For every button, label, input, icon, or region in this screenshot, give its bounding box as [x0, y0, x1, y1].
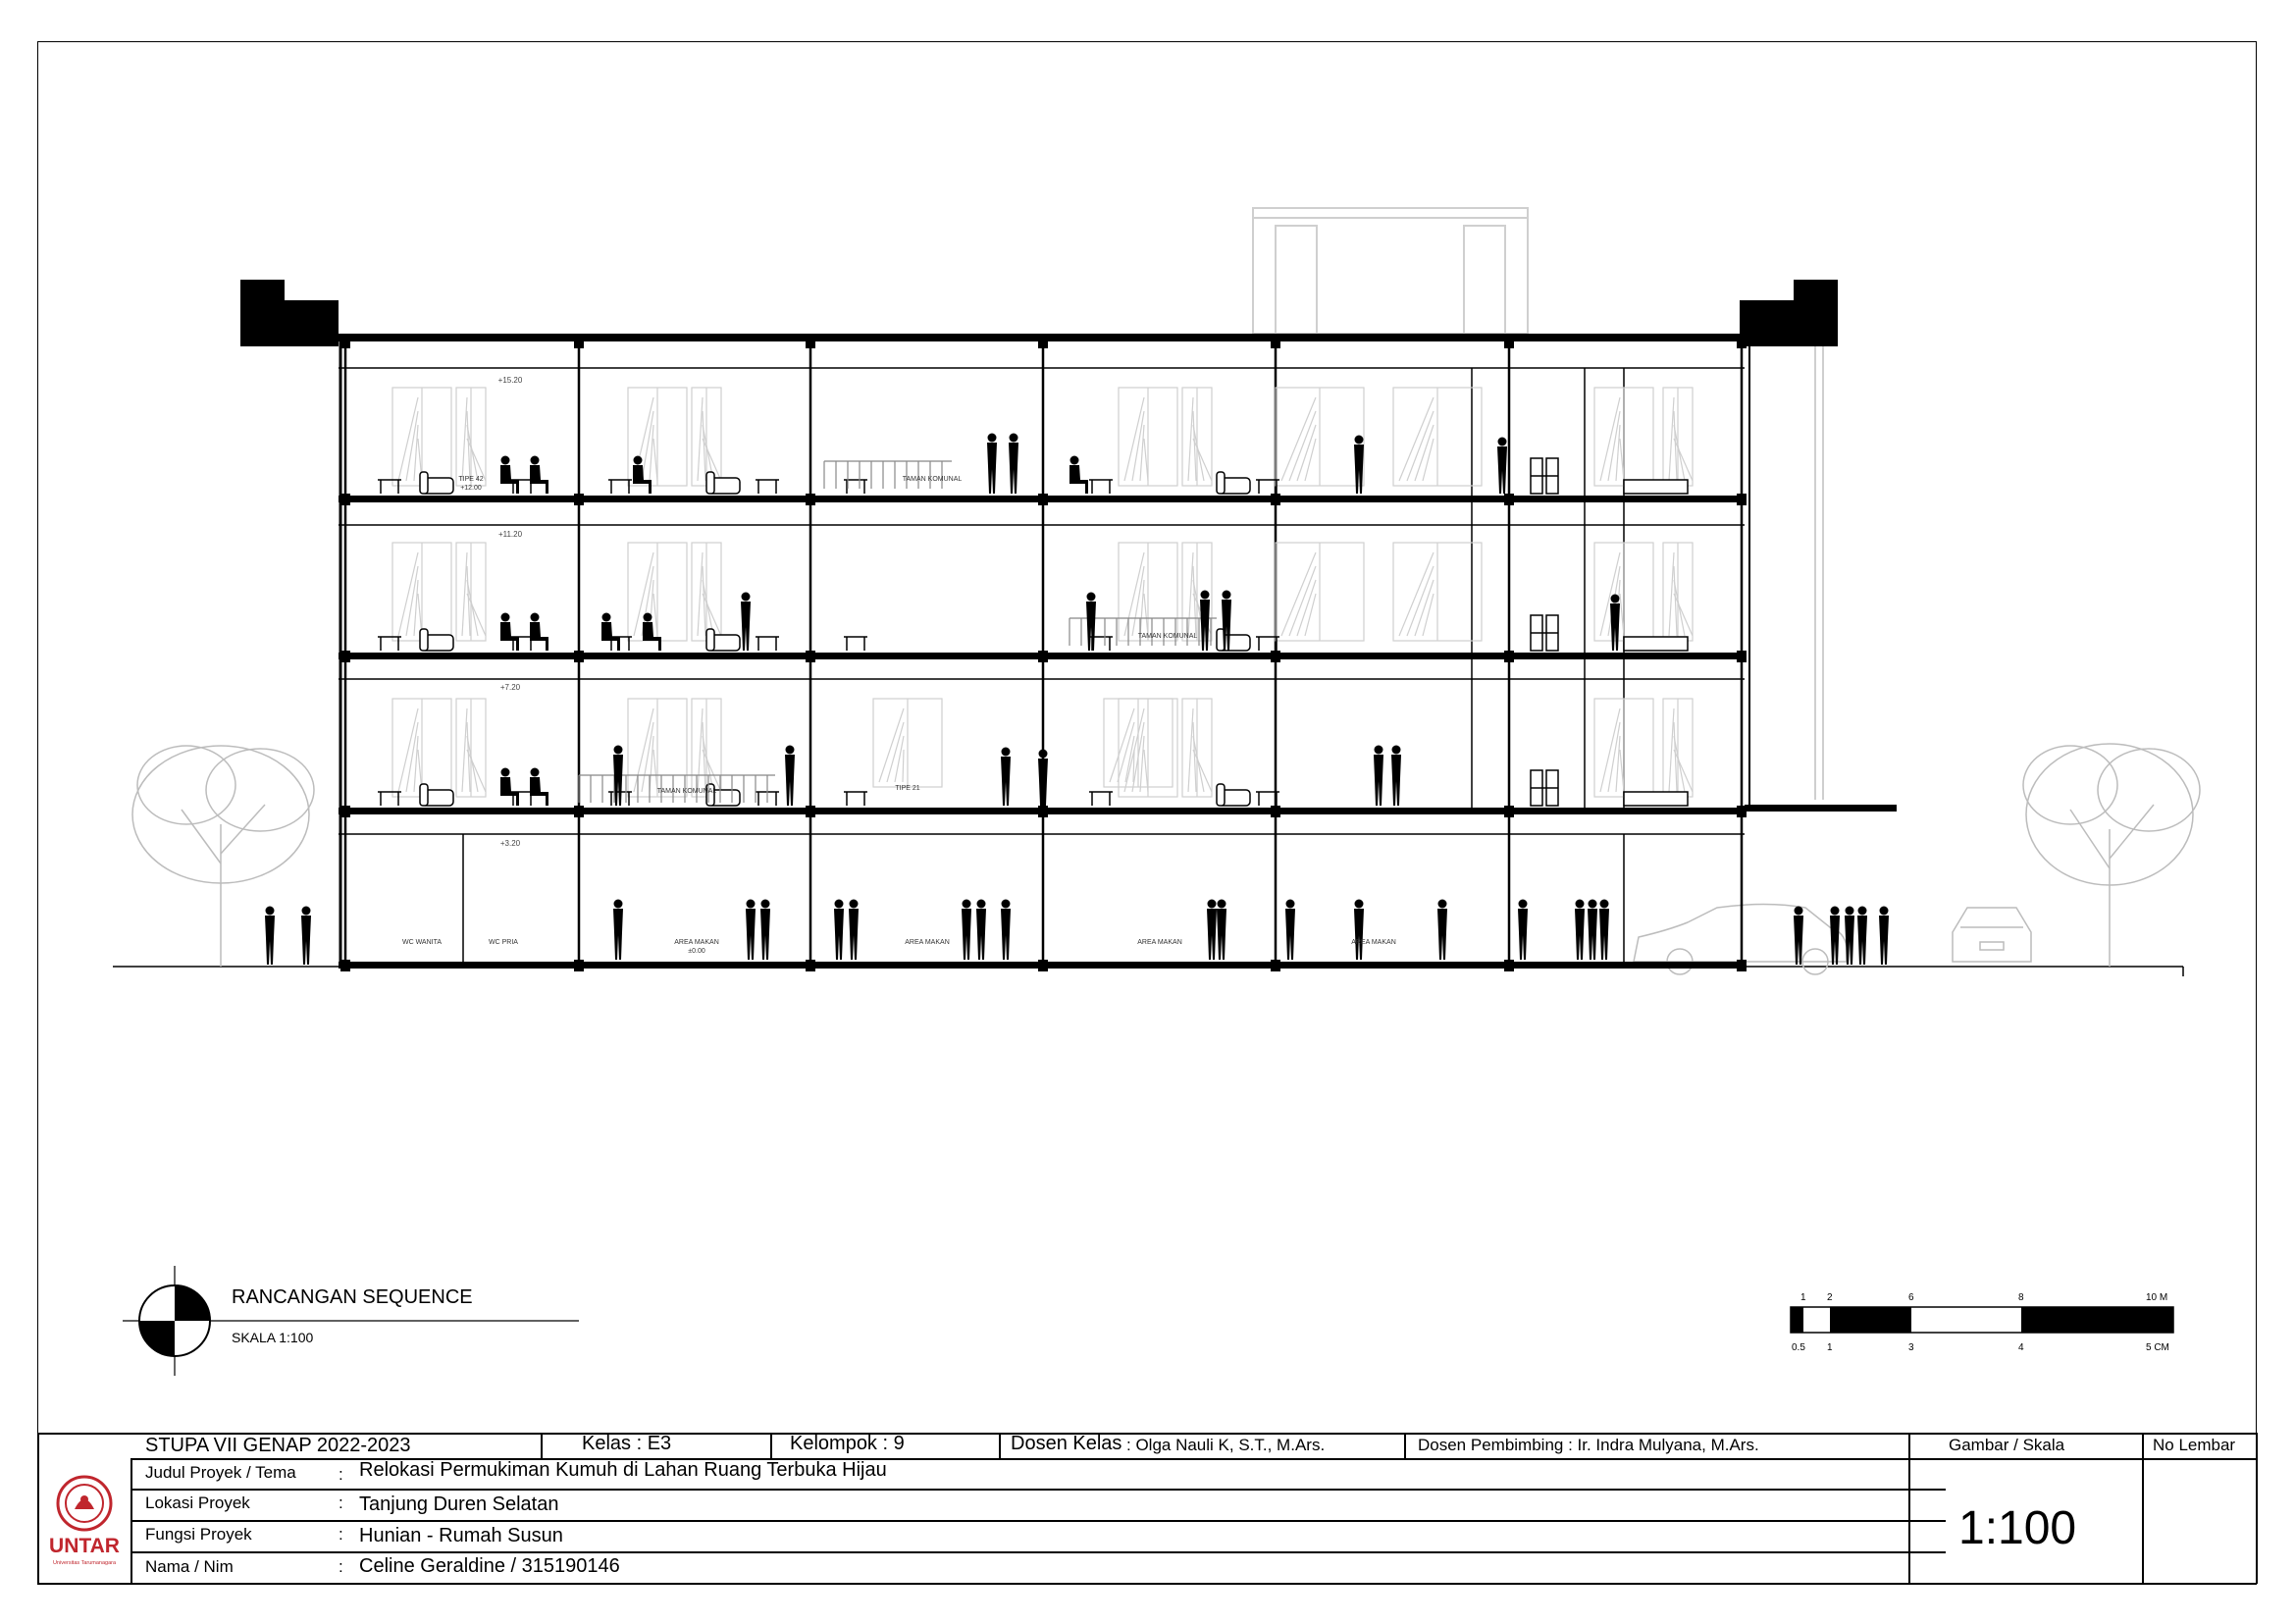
no-lembar-label: No Lembar	[2153, 1436, 2236, 1454]
scale-tick: 3	[1908, 1342, 1914, 1353]
window-panel	[1182, 699, 1212, 797]
logo-subtext: Universitas Tarumanagara	[52, 1560, 117, 1566]
scale-tick: 2	[1827, 1292, 1833, 1303]
column-joint	[574, 494, 584, 505]
seated-person-silhouette	[500, 768, 519, 807]
person-silhouette	[741, 593, 751, 652]
title-block	[37, 1433, 2257, 1584]
bed	[1624, 480, 1688, 494]
tree-left	[132, 746, 314, 967]
course-title: STUPA VII GENAP 2022-2023	[145, 1435, 411, 1456]
column-joint	[574, 337, 584, 348]
person-silhouette	[1001, 900, 1011, 961]
drawing-title: RANCANGAN SEQUENCE	[232, 1286, 473, 1308]
level-label: +11.20	[497, 530, 523, 539]
scale-tick: 4	[2018, 1342, 2024, 1353]
table	[608, 480, 632, 494]
person-silhouette	[613, 900, 623, 961]
table	[756, 637, 779, 651]
room-label: TIPE 21	[895, 785, 920, 792]
section-symbol-icon	[123, 1266, 579, 1376]
person-silhouette	[976, 900, 986, 961]
sofa	[706, 629, 740, 651]
person-silhouette	[1437, 900, 1447, 961]
person-silhouette	[1354, 900, 1364, 961]
row-sep: :	[339, 1557, 343, 1576]
railing	[824, 461, 952, 489]
column-joint	[1271, 337, 1280, 348]
seated-person-silhouette	[500, 456, 519, 495]
column-joint	[1038, 494, 1048, 505]
column-joint	[806, 337, 815, 348]
sofa	[420, 472, 453, 494]
row-sep: :	[339, 1493, 343, 1512]
table	[1256, 480, 1279, 494]
person-silhouette	[760, 900, 770, 961]
column-joint	[806, 806, 815, 817]
window-panel	[1594, 388, 1653, 486]
table	[844, 637, 867, 651]
level-label: +3.20	[499, 839, 521, 848]
room-label: +12.00	[460, 485, 482, 492]
seated-person-silhouette	[530, 456, 548, 495]
row-label-judul: Judul Proyek / Tema	[145, 1463, 296, 1482]
room-label: AREA MAKAN	[674, 939, 719, 946]
column-joint	[574, 651, 584, 662]
drawing-scale-value: 1:100	[1958, 1502, 2077, 1554]
window-panel	[1663, 543, 1693, 641]
person-silhouette	[1599, 900, 1609, 961]
scale-tick: 0.5	[1792, 1342, 1805, 1353]
room-labels	[402, 476, 1396, 955]
table	[756, 480, 779, 494]
column-joint	[1271, 806, 1280, 817]
room-label: WC WANITA	[401, 939, 443, 946]
column-joint	[574, 806, 584, 817]
shelf	[1531, 770, 1558, 806]
seated-person-silhouette	[530, 768, 548, 807]
row-sep: :	[339, 1525, 343, 1544]
table	[378, 792, 401, 806]
window-panel	[1119, 543, 1177, 641]
window-panel	[456, 699, 486, 797]
person-silhouette	[1217, 900, 1226, 961]
sofa	[1217, 629, 1250, 651]
room-label: TAMAN KOMUNAL	[902, 476, 963, 483]
car-front-view	[1953, 908, 2031, 962]
room-label: AREA MAKAN	[1351, 939, 1396, 946]
person-silhouette	[1200, 591, 1210, 652]
person-silhouette	[301, 907, 311, 966]
tb-rule	[130, 1520, 1946, 1522]
tb-rule	[1908, 1433, 1910, 1584]
logo-text: UNTAR	[49, 1535, 120, 1557]
room-label: TAMAN KOMUNAL	[1137, 633, 1198, 640]
person-silhouette	[1588, 900, 1597, 961]
window-panel	[392, 699, 451, 797]
room-label: TAMAN KOMUNAL	[656, 788, 717, 795]
column-joint	[806, 651, 815, 662]
person-silhouette	[1497, 438, 1507, 495]
column-joint	[806, 494, 815, 505]
sofa	[420, 784, 453, 806]
dosen-kelas-label: Dosen Kelas	[1011, 1433, 1122, 1454]
column-joint	[806, 960, 815, 971]
person-silhouette	[1857, 907, 1867, 966]
shelf	[1531, 615, 1558, 651]
room-label: ±0.00	[688, 948, 705, 955]
untar-logo-icon	[45, 1472, 124, 1580]
row-sep: :	[339, 1465, 343, 1484]
tb-rule	[2256, 1433, 2258, 1584]
tb-rule	[130, 1551, 1946, 1553]
person-silhouette	[1518, 900, 1528, 961]
person-silhouette	[265, 907, 275, 966]
window-panel	[628, 543, 687, 641]
table	[378, 637, 401, 651]
column-joint	[1271, 494, 1280, 505]
table	[1089, 792, 1113, 806]
column-joint	[1504, 651, 1514, 662]
window-panel	[692, 543, 721, 641]
dosen-pembimbing: Dosen Pembimbing : Ir. Indra Mulyana, M.Ars.	[1418, 1436, 1759, 1454]
scale-tick: 5 CM	[2146, 1342, 2169, 1353]
window-panel	[392, 388, 451, 486]
column-joint	[1737, 960, 1747, 971]
person-silhouette	[1830, 907, 1840, 966]
table	[1256, 637, 1279, 651]
bed	[1624, 792, 1688, 806]
row-label-lokasi: Lokasi Proyek	[145, 1493, 250, 1512]
person-silhouette	[1001, 748, 1011, 807]
level-label: +7.20	[499, 683, 521, 692]
window-panel	[1663, 699, 1693, 797]
column-joint	[1038, 806, 1048, 817]
person-silhouette	[1207, 900, 1217, 961]
scale-tick: 6	[1908, 1292, 1914, 1303]
window-panel	[1393, 388, 1482, 486]
bed	[1624, 637, 1688, 651]
person-silhouette	[1879, 907, 1889, 966]
table	[844, 792, 867, 806]
person-silhouette	[849, 900, 859, 961]
column-joint	[1504, 494, 1514, 505]
column-joint	[1504, 960, 1514, 971]
room-label: AREA MAKAN	[905, 939, 950, 946]
level-label: +15.20	[497, 376, 523, 385]
column-joint	[1737, 337, 1747, 348]
window-panel	[1104, 699, 1173, 787]
tb-rule	[130, 1489, 1946, 1491]
sofa	[420, 629, 453, 651]
window-panel	[456, 388, 486, 486]
gambar-skala-label: Gambar / Skala	[1949, 1436, 2065, 1454]
row-value-lokasi: Tanjung Duren Selatan	[359, 1493, 559, 1515]
tb-rule	[2142, 1433, 2144, 1584]
sofa	[706, 472, 740, 494]
window-panel	[392, 543, 451, 641]
tb-rule	[541, 1433, 543, 1458]
window-panel	[1663, 388, 1693, 486]
tb-rule	[37, 1433, 39, 1584]
interiors	[378, 388, 1693, 806]
level-texts	[498, 376, 523, 848]
column-joint	[1271, 960, 1280, 971]
person-silhouette	[746, 900, 756, 961]
table	[378, 480, 401, 494]
person-silhouette	[1575, 900, 1585, 961]
row-value-judul: Relokasi Permukiman Kumuh di Lahan Ruang Terbuka Hijau	[359, 1459, 887, 1481]
column-joint	[1038, 960, 1048, 971]
window-panel	[692, 388, 721, 486]
person-silhouette	[1374, 746, 1383, 807]
window-panel	[628, 699, 687, 797]
seated-person-silhouette	[633, 456, 652, 495]
room-label: TIPE 42	[458, 476, 484, 483]
row-label-fungsi: Fungsi Proyek	[145, 1525, 252, 1544]
graphic-scale-bar	[1791, 1292, 2173, 1353]
person-silhouette	[1285, 900, 1295, 961]
seated-person-silhouette	[643, 613, 661, 652]
kelompok-label: Kelompok : 9	[790, 1433, 905, 1454]
seated-person-silhouette	[500, 613, 519, 652]
row-value-fungsi: Hunian - Rumah Susun	[359, 1525, 563, 1546]
column-joint	[1038, 651, 1048, 662]
window-panel	[1276, 543, 1364, 641]
person-silhouette	[1391, 746, 1401, 807]
tb-rule	[770, 1433, 772, 1458]
window-panel	[1182, 388, 1212, 486]
scale-tick: 1	[1800, 1292, 1806, 1303]
shelf	[1531, 458, 1558, 494]
tb-rule	[1404, 1433, 1406, 1458]
scale-tick: 1	[1827, 1342, 1833, 1353]
person-silhouette	[987, 434, 997, 495]
tb-rule	[999, 1433, 1001, 1458]
window-panel	[1594, 699, 1653, 797]
seated-person-silhouette	[1069, 456, 1088, 495]
canopy-slab	[1745, 805, 1897, 812]
person-silhouette	[785, 746, 795, 807]
row-label-nama: Nama / Nim	[145, 1557, 234, 1576]
kelas-label: Kelas : E3	[582, 1433, 672, 1454]
column-joint	[1038, 337, 1048, 348]
seated-person-silhouette	[530, 613, 548, 652]
person-silhouette	[1086, 593, 1096, 652]
tb-rule	[130, 1458, 132, 1584]
window-panel	[1119, 388, 1177, 486]
table	[1256, 792, 1279, 806]
sofa	[1217, 784, 1250, 806]
column-joint	[1737, 494, 1747, 505]
column-joint	[1737, 806, 1747, 817]
window-panel	[1276, 388, 1364, 486]
room-label: WC PRIA	[489, 939, 518, 946]
person-silhouette	[1009, 434, 1018, 495]
row-value-nama: Celine Geraldine / 315190146	[359, 1555, 620, 1577]
column-joint	[1504, 806, 1514, 817]
scale-tick: 8	[2018, 1292, 2024, 1303]
window-panel	[873, 699, 942, 787]
sofa	[1217, 472, 1250, 494]
window-panel	[1393, 543, 1482, 641]
tree-right	[2023, 744, 2200, 967]
person-silhouette	[1794, 907, 1803, 966]
room-label: AREA MAKAN	[1137, 939, 1182, 946]
window-panel	[456, 543, 486, 641]
table	[1089, 480, 1113, 494]
column-joint	[574, 960, 584, 971]
tb-rule	[37, 1583, 2257, 1585]
column-joint	[1737, 651, 1747, 662]
window-panel	[1594, 543, 1653, 641]
person-silhouette	[1354, 436, 1364, 495]
drawing-scale-label: SKALA 1:100	[232, 1330, 314, 1345]
column-joint	[1271, 651, 1280, 662]
column-joint	[1504, 337, 1514, 348]
scale-tick: 10 M	[2146, 1292, 2168, 1303]
dosen-kelas-value: : Olga Nauli K, S.T., M.Ars.	[1126, 1436, 1326, 1454]
person-silhouette	[962, 900, 971, 961]
person-silhouette	[834, 900, 844, 961]
